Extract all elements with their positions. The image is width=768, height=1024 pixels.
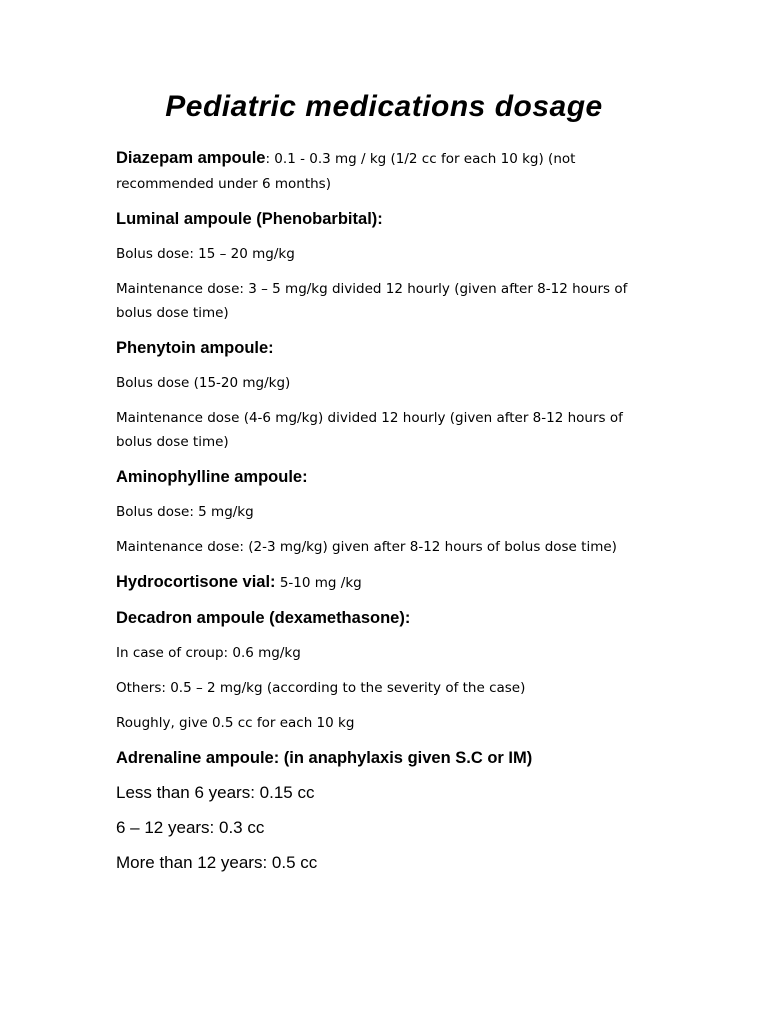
document-content <box>116 146 661 875</box>
luminal-maintenance: Maintenance dose: 3 – 5 mg/kg divided 12 hourly (given after 8-12 hours of bolus dose time) <box>116 281 628 321</box>
adrenaline-under-6: Less than 6 years: 0.15 cc <box>116 783 315 802</box>
phenytoin-bolus: Bolus dose (15-20 mg/kg) <box>116 375 291 391</box>
adrenaline-over-12: More than 12 years: 0.5 cc <box>116 853 318 872</box>
diazepam-dose: : 0.1 - 0.3 mg / kg (1/2 cc for each 10 kg) (not recommended under 6 months) <box>116 151 576 192</box>
decadron-roughly: Roughly, give 0.5 cc for each 10 kg <box>116 715 355 731</box>
decadron-croup: In case of croup: 0.6 mg/kg <box>116 645 301 661</box>
aminophylline-maintenance: Maintenance dose: (2-3 mg/kg) given after 8-12 hours of bolus dose time) <box>116 539 617 555</box>
aminophylline-bolus: Bolus dose: 5 mg/kg <box>116 504 254 520</box>
adrenaline-6-to-12: 6 – 12 years: 0.3 cc <box>116 818 265 837</box>
aminophylline-heading: Aminophylline ampoule: <box>116 468 308 486</box>
decadron-others: Others: 0.5 – 2 mg/kg (according to the severity of the case) <box>116 680 526 696</box>
page-title: Pediatric medications dosage <box>165 90 603 123</box>
decadron-heading: Decadron ampoule (dexamethasone): <box>116 609 411 627</box>
hydrocortisone-entry <box>116 570 661 595</box>
diazepam-heading: Diazepam ampoule <box>116 149 266 167</box>
luminal-bolus: Bolus dose: 15 – 20 mg/kg <box>116 246 295 262</box>
adrenaline-heading: Adrenaline ampoule: (in anaphylaxis given S.C or IM) <box>116 749 533 767</box>
luminal-heading: Luminal ampoule (Phenobarbital): <box>116 210 383 228</box>
hydrocortisone-heading: Hydrocortisone vial: <box>116 573 276 591</box>
diazepam-entry <box>116 146 661 196</box>
phenytoin-heading: Phenytoin ampoule: <box>116 339 274 357</box>
hydrocortisone-dose: 5-10 mg /kg <box>275 575 362 591</box>
phenytoin-maintenance: Maintenance dose (4-6 mg/kg) divided 12 hourly (given after 8-12 hours of bolus dose time) <box>116 410 623 450</box>
